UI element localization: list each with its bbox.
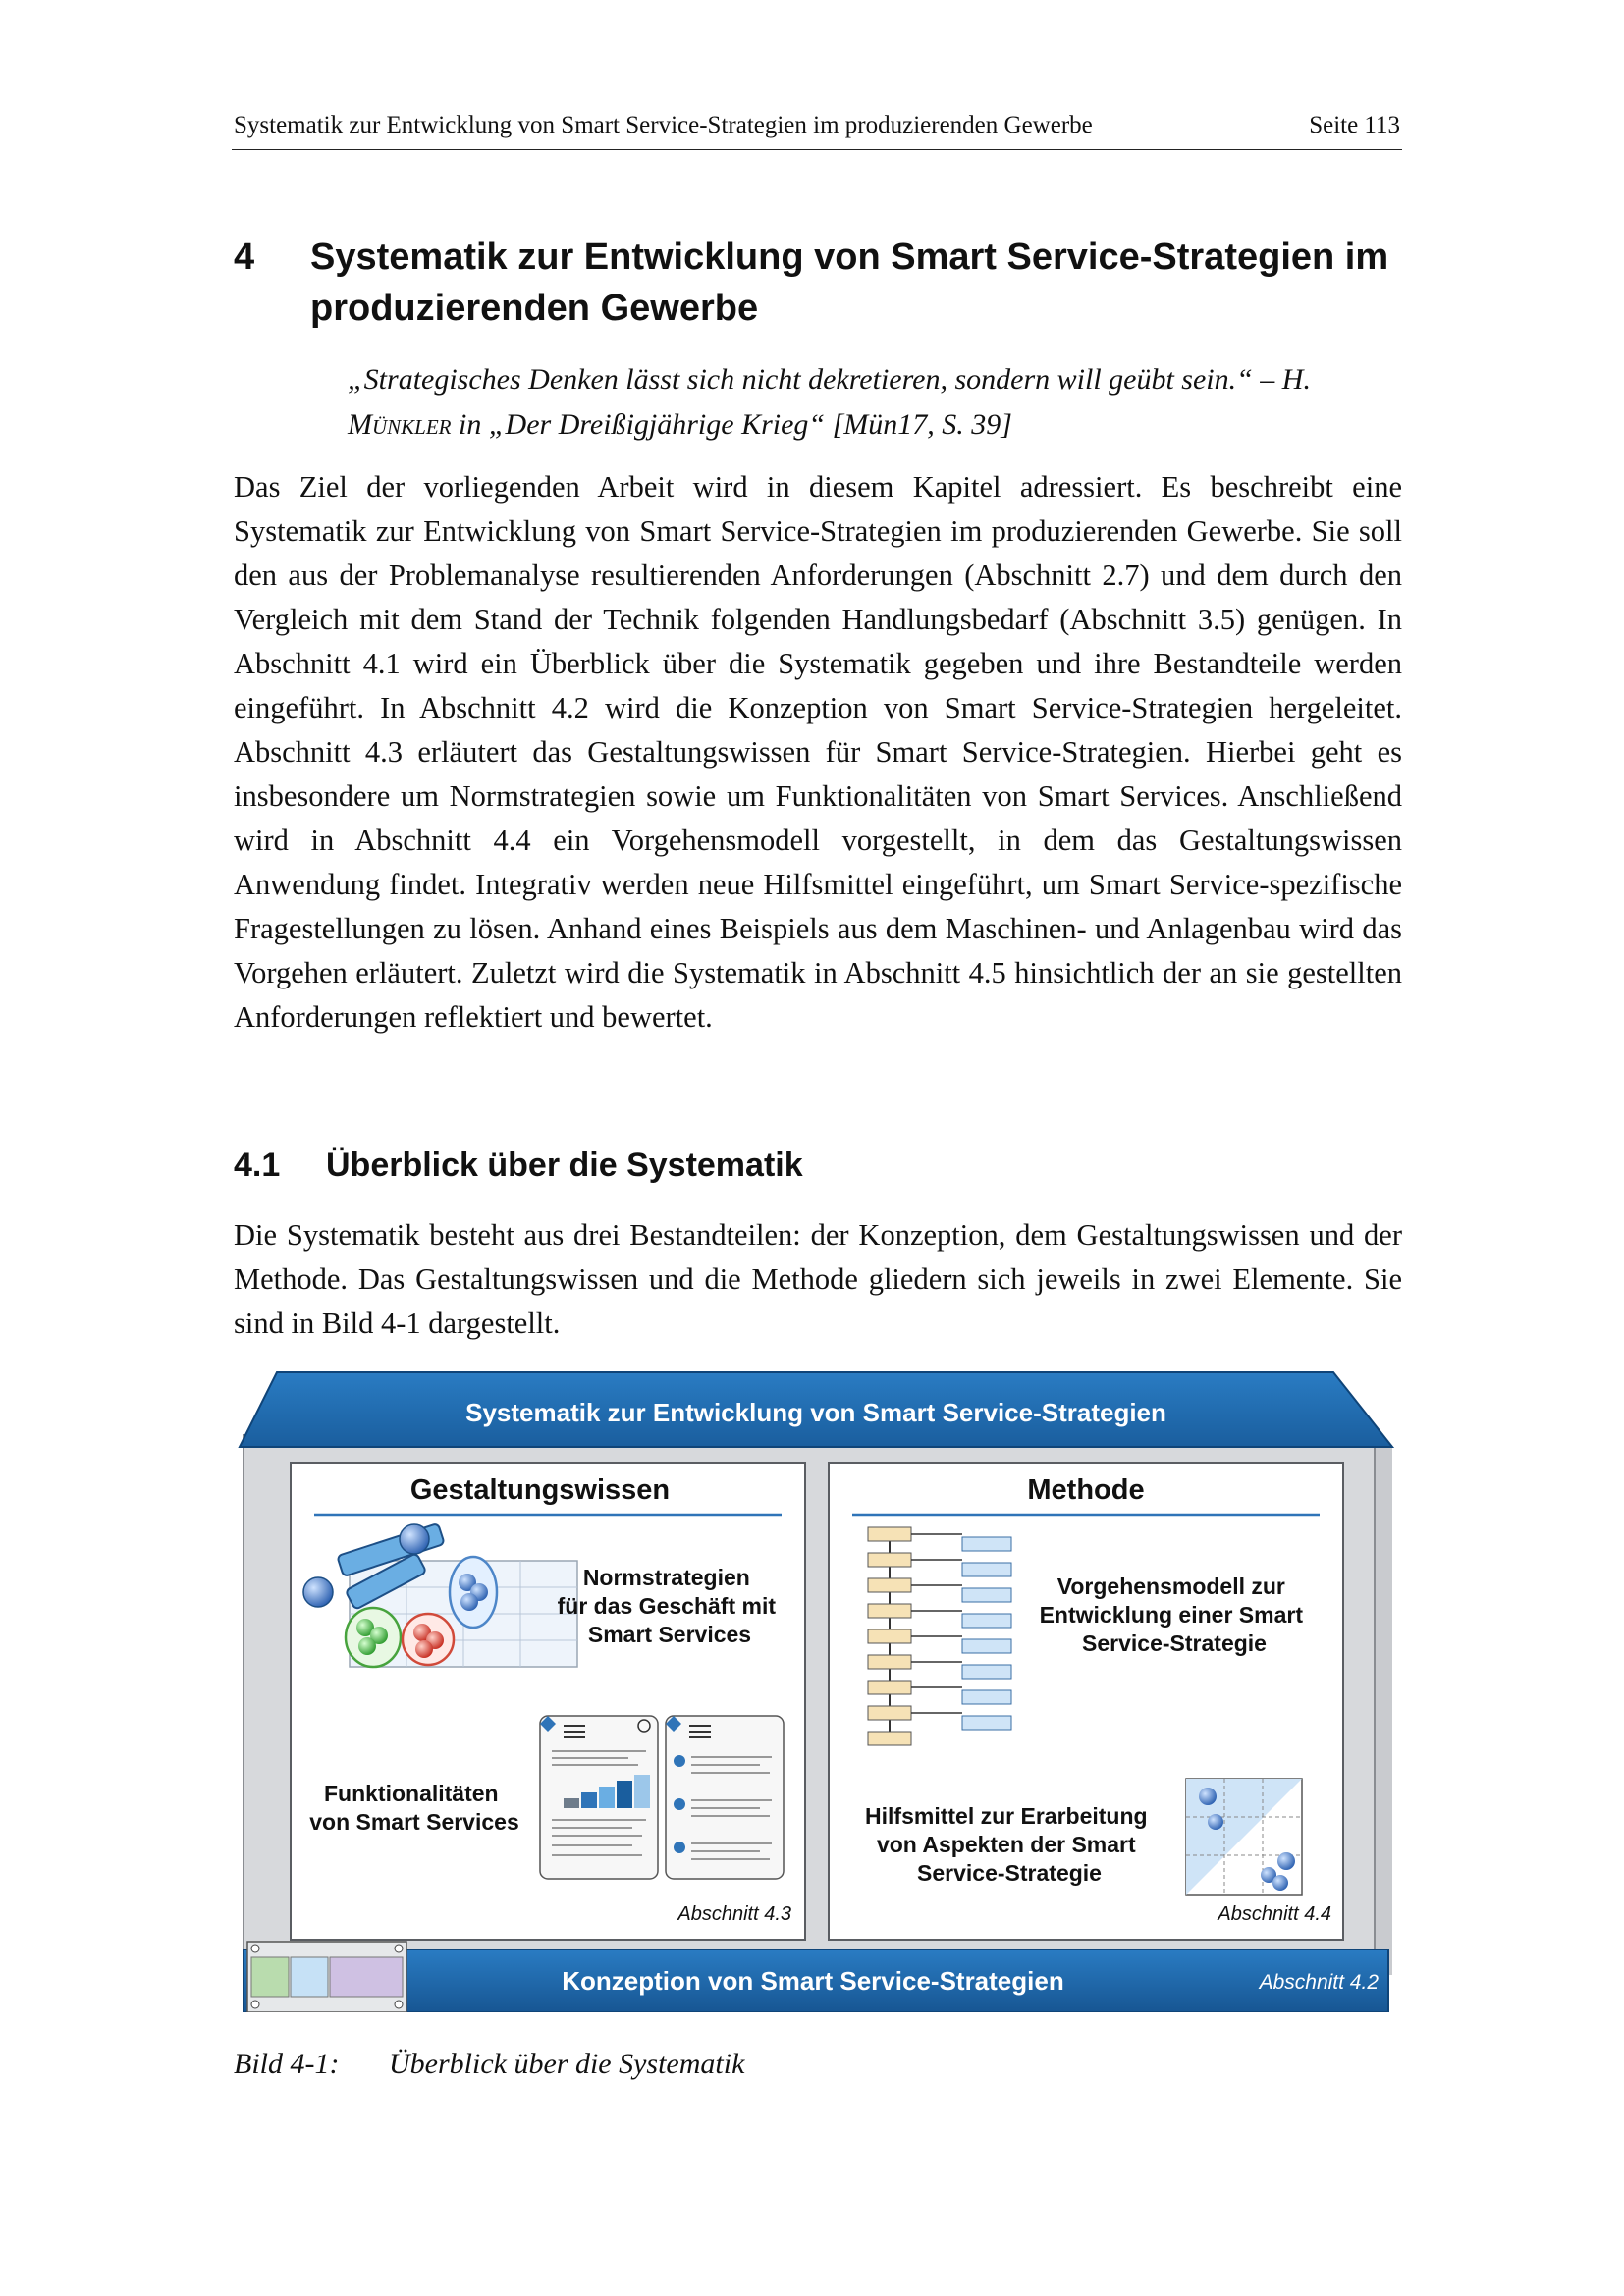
section-title: Überblick über die Systematik: [326, 1147, 803, 1184]
base-title: Konzeption von Smart Service-Strategien: [562, 1966, 1064, 1996]
epigraph: [348, 357, 1329, 448]
intro-paragraph: Das Ziel der vorliegenden Arbeit wird in diesem Kapitel adressiert. Es beschreibt eine Systematik zur Entwicklung von Smart Service-Strategien im produzierenden Gewerbe. Sie soll den aus der Problemanalyse resultierenden Anforderungen (Abschnitt 2.7) und dem durch den Vergleich mit dem Stand der Technik folgenden Handlungsbedarf (Abschnitt 3.5) genügen. In Abschnitt 4.1 wird ein Überblick über die Systematik gegeben und ihre Bestandteile werden eingeführt. In Abschnitt 4.2 wird die Konzeption von Smart Service-Strategien hergeleitet. Abschnitt 4.3 erläutert das Gestaltungswissen für Smart Service-Strategien. Hierbei geht es insbesondere um Normstrategien sowie um Funktionalitäten von Smart Services. Anschließend wird in Abschnitt 4.4 ein Vorgehensmodell vorgestellt, in dem das Gestaltungswissen Anwendung findet. Integrativ werden neue Hilfsmittel eingeführt, um Smart Service-spezifische Fragestellungen zu lösen. Anhand eines Beispiels aus dem Maschinen- und Anlagenbau wird das Vorgehen erläutert. Zuletzt wird die Systematik in Abschnitt 4.5 hinsichtlich der an sie gestellten Anforderungen reflektiert und bewertet.: [234, 470, 1402, 1034]
hilfsmittel-line-2: von Aspekten der Smart: [876, 1832, 1136, 1857]
running-title: Systematik zur Entwicklung von Smart Service-Strategien im produzierenden Gewerbe: [234, 112, 1093, 138]
section-paragraph: Die Systematik besteht aus drei Bestandteilen: der Konzeption, dem Gestaltungswissen und der Methode. Das Gestaltungswissen und die Methode gliedern sich jeweils in zwei Elemente. Sie sind in Bild 4-1 dargestellt.: [234, 1218, 1402, 1340]
right-panel-ref: Abschnitt 4.4: [1218, 1903, 1331, 1925]
normstrategien-label: [558, 1565, 783, 1647]
vorgehensmodell-line-1: Vorgehensmodell zur: [1056, 1574, 1285, 1599]
roof-title: Systematik zur Entwicklung von Smart Service-Strategien: [465, 1398, 1166, 1427]
vorgehensmodell-line-2: Entwicklung einer Smart: [1039, 1602, 1304, 1628]
caption-label: Bild 4-1:: [234, 2048, 340, 2080]
page-number: Seite 113: [1309, 112, 1400, 138]
caption-text: Überblick über die Systematik: [389, 2048, 745, 2080]
hilfsmittel-line-1: Hilfsmittel zur Erarbeitung: [865, 1803, 1148, 1829]
base-ref: Abschnitt 4.2: [1259, 1971, 1379, 1994]
vorgehensmodell-line-3: Service-Strategie: [1082, 1630, 1267, 1656]
left-panel-ref: Abschnitt 4.3: [677, 1903, 791, 1925]
section-number: 4.1: [234, 1147, 281, 1184]
funktionalitaeten-line-1: Funktionalitäten: [323, 1781, 499, 1806]
hilfsmittel-line-3: Service-Strategie: [917, 1860, 1102, 1886]
normstrategien-line-1: Normstrategien: [582, 1565, 750, 1590]
base-data-icon: [247, 1942, 406, 2012]
chapter-number: 4: [234, 237, 255, 278]
figure-systematik-overview: [236, 1364, 1399, 2012]
epigraph-author: Münkler: [348, 408, 452, 441]
epigraph-source: in „Der Dreißigjährige Krieg“ [Mün17, S. 39]: [459, 408, 1012, 441]
normstrategien-line-2: für das Geschäft mit: [557, 1593, 776, 1619]
right-panel-title: Methode: [1027, 1474, 1145, 1506]
epigraph-quote: „Strategisches Denken lässt sich nicht dekretieren, sondern will geübt sein.“ – H.: [348, 363, 1311, 396]
chapter-title: Systematik zur Entwicklung von Smart Service-Strategien im produzierenden Gewerbe: [310, 237, 1389, 329]
funktionalitaeten-line-2: von Smart Services: [309, 1809, 519, 1835]
hilfsmittel-matrix-illustration: [1186, 1779, 1302, 1895]
figure-diagram: [236, 1364, 1399, 2012]
normstrategien-line-3: Smart Services: [587, 1622, 752, 1647]
left-panel-title: Gestaltungswissen: [409, 1474, 671, 1506]
running-header: [232, 110, 1402, 150]
